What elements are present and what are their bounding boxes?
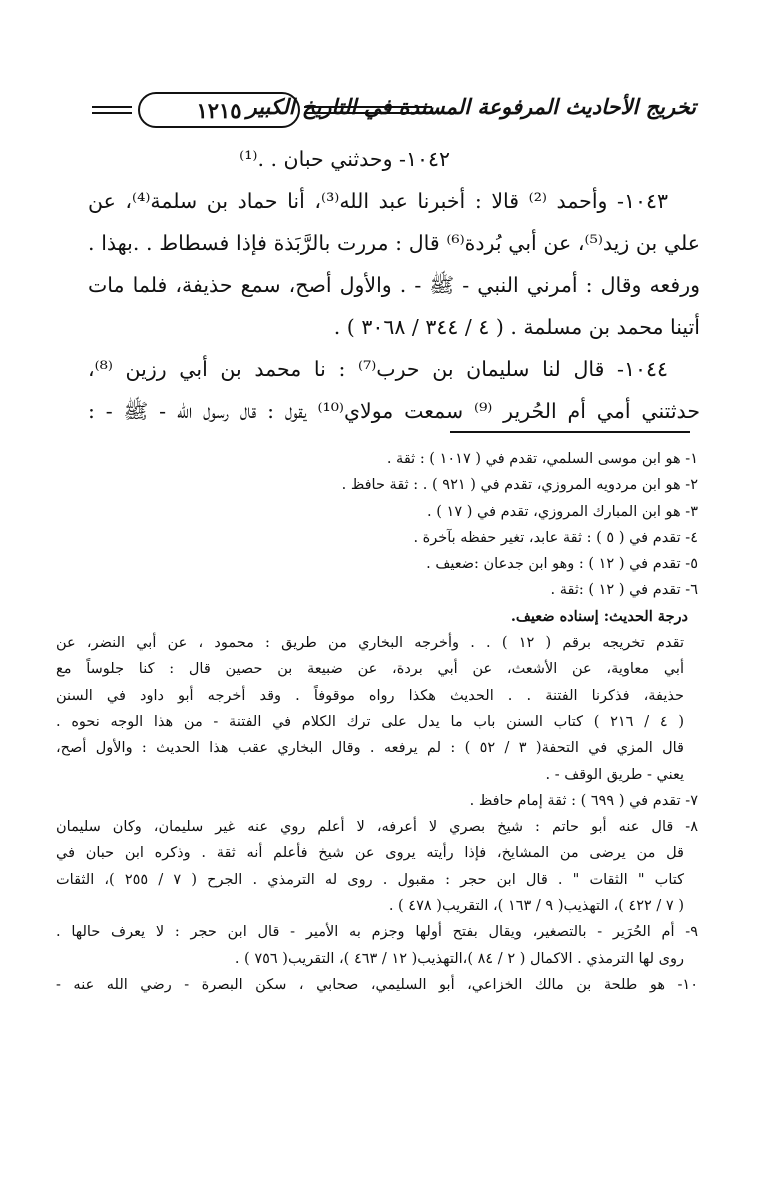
main-text (88, 138, 700, 432)
footnote-line: قال المزي في التحفة( ٣ / ٥٢ ) : لم يرفعه . وقال البخاري عقب هذا الحديث : والأول أصح، (56, 740, 684, 757)
text-line: حدثتني أمي أم الحُرير ⁽⁹⁾ سمعت مولاي⁽¹⁰⁾ يقول : قال رسول الله - ﷺ - : (88, 399, 700, 423)
footnote-divider (450, 431, 690, 433)
footnote-2: ٢- هو ابن مردويه المروزي، تقدم في ( ٩٢١ ) . : ثقة حافظ . (341, 477, 698, 494)
footnote-7: ٧- تقدم في ( ٦٩٩ ) : ثقة إمام حافظ . (469, 792, 698, 809)
running-title: تخريج الأحاديث المرفوعة المسندة في التاريخ الكبير (246, 94, 696, 119)
text-line: علي بن زيد⁽⁵⁾، عن أبي بُردة⁽⁶⁾ قال : مررت بالرَّبَذة فإذا فسطاط . .بهذا . (88, 231, 700, 255)
footnote-line: حذيفة، فذكرنا الفتنة . . الحديث هكذا رواه موقوفاً . وقد أخرجه أبو داود في السنن (56, 687, 684, 704)
footnote-10: ١٠- هو طلحة بن مالك الخزاعي، أبو السليمي، صحابي ، سكن البصرة - رضي الله عنه - (56, 976, 698, 993)
header-rule (304, 112, 432, 114)
hadith-1042: ١٠٤٢- وحدثني حبان . .⁽¹⁾ (239, 147, 450, 171)
page-header (92, 86, 696, 136)
footnote-line: ( ٧ / ٤٢٢ )، التهذيب( ٩ / ١٦٣ )، التقريب( ٤٧٨ ) . (388, 898, 684, 915)
footnote-1: ١- هو ابن موسى السلمي، تقدم في ( ١٠١٧ ) : ثقة . (386, 451, 698, 467)
footnote-8: ٨- قال عنه أبو حاتم : شيخ بصري لا أعرفه، لا أعلم روي عنه غير سليمان، وكان سليمان (56, 819, 698, 836)
footnote-line: يعني - طريق الوقف - . (545, 766, 684, 783)
footnote-line: روى لها الترمذي . الاكمال ( ٢ / ٨٤ )،التهذيب( ١٢ / ٤٦٣ )، التقريب( ٧٥٦ ) . (234, 950, 684, 967)
footnote-line: أبي معاوية، عن الأشعث، عن أبي بردة، عن ضبيعة بن حصين قال : كنا جلوساً مع (56, 661, 684, 678)
footnote-9: ٩- أم الحُرَير - بالتصغير، ويقال بفتح أولها وجزم به الأمير - قال ابن حجر : لا يعرف حالها . (56, 924, 698, 941)
footnote-6: ٦- تقدم في ( ١٢ ) :ثقة . (550, 582, 698, 599)
header-rule (304, 106, 432, 108)
footnote-5: ٥- تقدم في ( ١٢ ) : وهو ابن جدعان :ضعيف . (426, 556, 698, 573)
hadith-1044: ١٠٤٤- قال لنا سليمان بن حرب⁽⁷⁾ : نا محمد بن أبي رزين ⁽⁸⁾، (88, 357, 669, 381)
header-rule (92, 112, 132, 114)
footnote-line: كتاب " الثقات " . قال ابن حجر : مقبول . روى له الترمذي . الجرح ( ٧ / ٢٥٥ )، الثقات (56, 871, 685, 888)
page-number: ١٢١٥ (138, 92, 300, 128)
footnote-4: ٤- تقدم في ( ٥ ) : ثقة عابد، تغير حفظه بآخرة . (413, 529, 698, 546)
header-rule (92, 106, 132, 108)
hadith-1043: ١٠٤٣- وأحمد ⁽²⁾ قالا : أخبرنا عبد الله⁽³⁾، أنا حماد بن سلمة⁽⁴⁾، عن (88, 189, 669, 213)
footnotes (56, 446, 702, 998)
footnote-line: تقدم تخريجه برقم ( ١٢ ) . . وأخرجه البخاري من طريق : محمود ، عن أبي النضر، عن (56, 635, 684, 652)
footnote-line: قل من يرضى من المشايخ، فإذا رأيته يروى عن شيخ فأعلم أنه ثقة . وذكره ابن حبان في (56, 845, 684, 862)
footnote-line: ( ٤ / ٢١٦ ) كتاب السنن باب ما يدل على ترك الكلام في الفتنة - من هذا الوجه نحوه . (56, 713, 684, 730)
text-line: ورفعه وقال : أمرني النبي - ﷺ - . والأول أصح، سمع حذيفة، فلما مات (88, 273, 700, 297)
hadith-grade: درجة الحديث: إسناده ضعيف. (510, 607, 688, 625)
text-line: أتينا محمد بن مسلمة . ( ٤ / ٣٤٤ / ٣٠٦٨ ) . (333, 315, 700, 339)
footnote-3: ٣- هو ابن المبارك المروزي، تقدم في ( ١٧ ) . (427, 503, 698, 520)
